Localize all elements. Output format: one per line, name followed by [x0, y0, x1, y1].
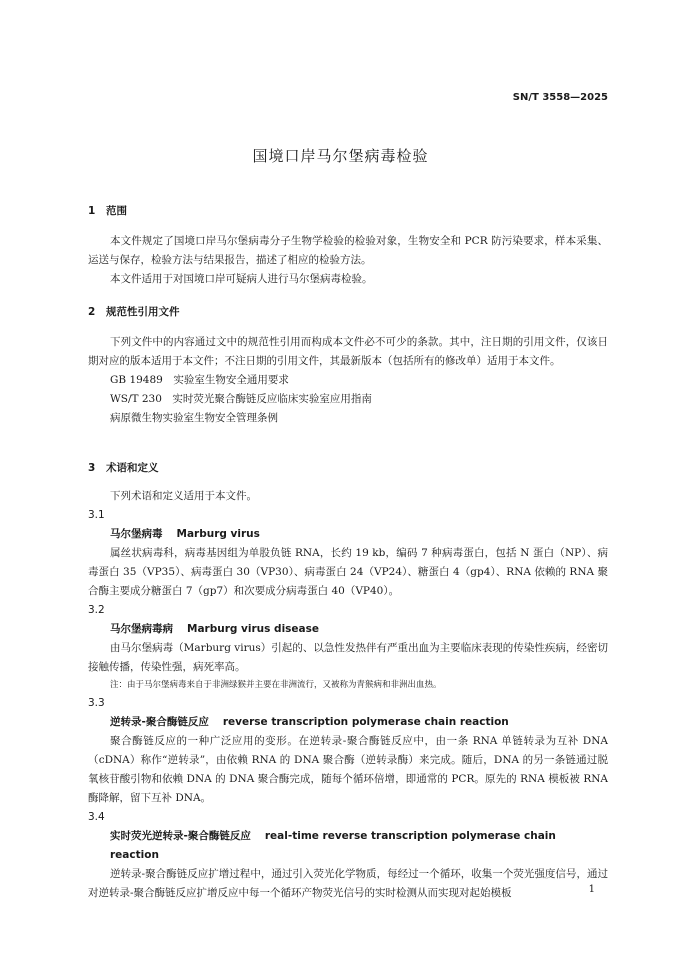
paragraph: 下列文件中的内容通过文中的规范性引用而构成本文件必不可少的条款。其中，注日期的引用文件，仅该日期对应的版本适用于本文件；不注日期的引用文件，其最新版本（包括所有的修改单）适用于本文件。 — [88, 336, 608, 367]
term-zh: 马尔堡病毒 — [110, 528, 163, 540]
reference-item: WS/T 230 实时荧光聚合酶链反应临床实验室应用指南 — [110, 393, 372, 405]
term-definition: 由马尔堡病毒（Marburg virus）引起的、以急性发热伴有严重出血为主要临床表现的传染性疾病，经密切接触传播，传染性强，病死率高。 — [88, 642, 608, 673]
section-title: 术语和定义 — [106, 462, 159, 474]
term-zh: 逆转录-聚合酶链反应 — [110, 716, 209, 728]
term-name — [88, 620, 608, 639]
section-title: 范围 — [106, 205, 127, 217]
term-en: Marburg virus disease — [187, 623, 319, 635]
term-name — [88, 713, 608, 732]
term-zh: 实时荧光逆转录-聚合酶链反应 — [110, 830, 251, 842]
term-definition: 聚合酶链反应的一种广泛应用的变形。在逆转录-聚合酶链反应中，由一条 RNA 单链转录为互补 DNA（cDNA）称作“逆转录”，由依赖 RNA 的 DNA 聚合酶（逆转录酶）来完成。随后，DNA 的另一条链通过脱氧核苷酸引物和依赖 DNA 的 DNA 聚合酶完成，随每个循环倍增，即通常的 PCR。原先的 RNA 模板被 RNA 酶降解，留下互补 DNA。 — [88, 735, 608, 804]
reference-item: 病原微生物实验室生物安全管理条例 — [110, 412, 278, 424]
section-3-body — [88, 487, 608, 903]
term-en: Marburg virus — [176, 528, 260, 540]
section-3-heading — [88, 458, 159, 478]
term-en: real-time reverse transcription polymerase chain reaction — [110, 830, 556, 861]
page-number: 1 — [588, 884, 595, 895]
section-title: 规范性引用文件 — [106, 306, 180, 318]
section-number: 2 — [88, 306, 96, 318]
term-name — [88, 525, 608, 544]
reference-item: GB 19489 实验室生物安全通用要求 — [110, 374, 289, 386]
standard-number: SN/T 3558—2025 — [512, 92, 608, 103]
term-zh: 马尔堡病毒病 — [110, 623, 173, 635]
section-1-heading — [88, 201, 127, 221]
section-number: 1 — [88, 205, 96, 217]
document-title: 国境口岸马尔堡病毒检验 — [252, 147, 429, 165]
term-number: 3.3 — [88, 697, 105, 709]
section-number: 3 — [88, 462, 96, 474]
paragraph: 下列术语和定义适用于本文件。 — [110, 490, 257, 502]
term-name — [88, 827, 608, 865]
term-number: 3.1 — [88, 509, 105, 521]
term-note: 注：由于马尔堡病毒来自于非洲绿猴并主要在非洲流行，又被称为青猴病和非洲出血热。 — [110, 680, 442, 690]
paragraph: 本文件适用于对国境口岸可疑病人进行马尔堡病毒检验。 — [110, 273, 373, 285]
section-2-body — [88, 333, 608, 428]
paragraph: 本文件规定了国境口岸马尔堡病毒分子生物学检验的检验对象，生物安全和 PCR 防污染要求，样本采集、运送与保存，检验方法与结果报告，描述了相应的检验方法。 — [88, 235, 608, 266]
term-definition: 属丝状病毒科，病毒基因组为单股负链 RNA，长约 19 kb，编码 7 种病毒蛋白，包括 N 蛋白（NP）、病毒蛋白 35（VP35）、病毒蛋白 30（VP30）、病毒蛋白 24（VP24）、糖蛋白 4（gp4）、RNA 依赖的 RNA 聚合酶主要成分糖蛋白 7（gp7）和次要成分病毒蛋白 40（VP40）。 — [88, 547, 608, 597]
term-definition: 逆转录-聚合酶链反应扩增过程中，通过引入荧光化学物质，每经过一个循环，收集一个荧光强度信号，通过对逆转录-聚合酶链反应扩增反应中每一个循环产物荧光信号的实时检测从而实现对起始模板 — [88, 868, 608, 899]
section-1-body — [88, 232, 608, 289]
term-number: 3.2 — [88, 604, 105, 616]
section-2-heading — [88, 302, 180, 322]
term-en: reverse transcription polymerase chain reaction — [222, 716, 509, 728]
term-number: 3.4 — [88, 811, 105, 823]
